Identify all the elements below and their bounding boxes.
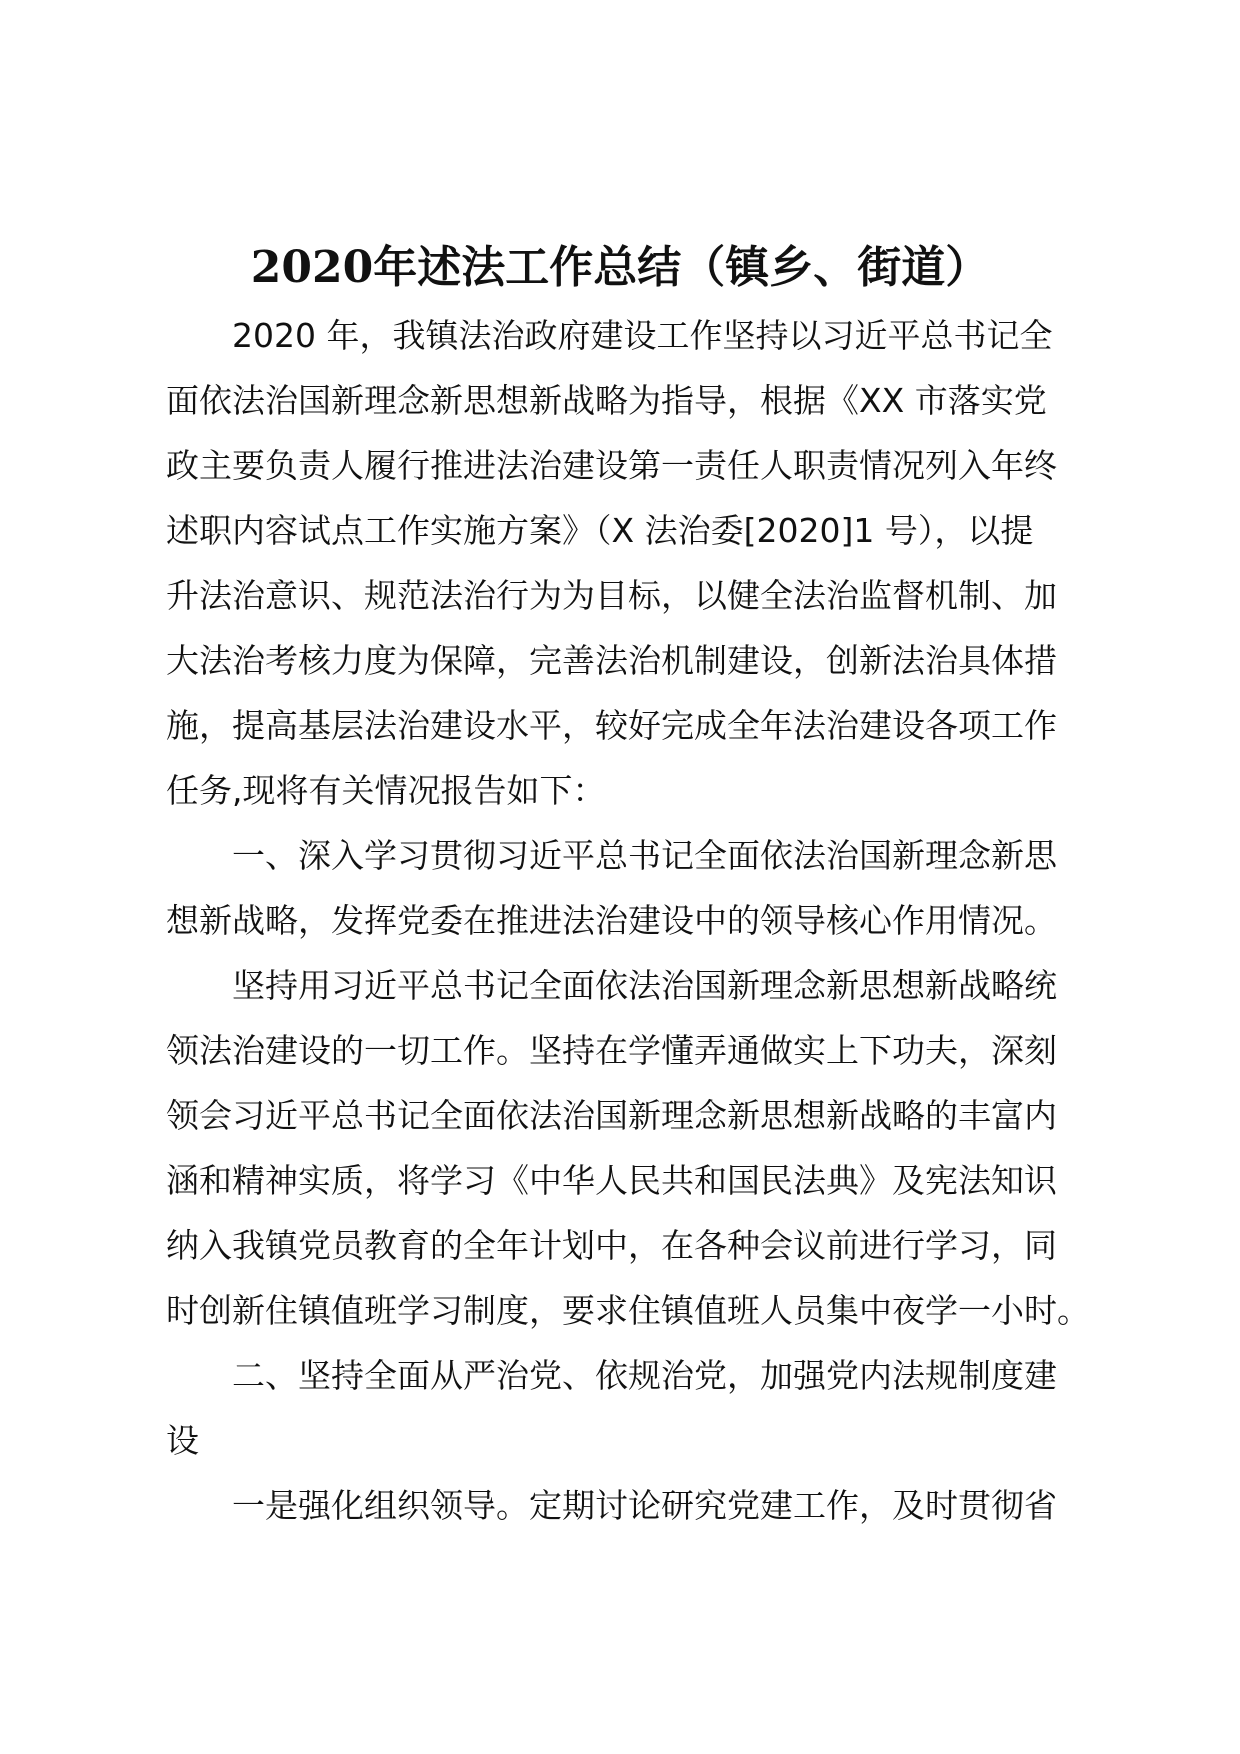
document-body bbox=[166, 303, 1090, 1538]
document-title: 2020年述法工作总结（镇乡、街道） bbox=[250, 242, 990, 293]
text-line: 纳入我镇党员教育的全年计划中，在各种会议前进行学习，同 bbox=[166, 1226, 1057, 1265]
text-line: 施，提高基层法治建设水平，较好完成全年法治建设各项工作 bbox=[166, 706, 1057, 745]
text-line: 面依法治国新理念新思想新战略为指导，根据《XX 市落实党 bbox=[166, 381, 1047, 420]
text-line: 一是强化组织领导。定期讨论研究党建工作，及时贯彻省 bbox=[232, 1486, 1057, 1525]
text-line: 时创新住镇值班学习制度，要求住镇值班人员集中夜学一小时。 bbox=[166, 1291, 1090, 1330]
text-line: 政主要负责人履行推进法治建设第一责任人职责情况列入年终 bbox=[166, 446, 1057, 485]
paragraph-organization bbox=[166, 1473, 1080, 1538]
text-line: 涵和精神实质，将学习《中华人民共和国民法典》及宪法知识 bbox=[166, 1161, 1057, 1200]
heading-line: 一、深入学习贯彻习近平总书记全面依法治国新理念新思 bbox=[232, 836, 1057, 875]
paragraph-study bbox=[166, 953, 1090, 1343]
heading-line: 想新战略，发挥党委在推进法治建设中的领导核心作用情况。 bbox=[166, 901, 1057, 940]
text-line: 坚持用习近平总书记全面依法治国新理念新思想新战略统 bbox=[232, 966, 1057, 1005]
heading-line: 设 bbox=[166, 1421, 199, 1460]
text-line: 领会习近平总书记全面依法治国新理念新思想新战略的丰富内 bbox=[166, 1096, 1057, 1135]
heading-line: 二、坚持全面从严治党、依规治党，加强党内法规制度建 bbox=[232, 1356, 1057, 1395]
paragraph-intro bbox=[166, 303, 1080, 823]
section-heading-1 bbox=[166, 823, 1080, 953]
text-line: 升法治意识、规范法治行为为目标，以健全法治监督机制、加 bbox=[166, 576, 1057, 615]
section-heading-2 bbox=[166, 1343, 1080, 1473]
text-line: 大法治考核力度为保障，完善法治机制建设，创新法治具体措 bbox=[166, 641, 1057, 680]
text-line: 领法治建设的一切工作。坚持在学懂弄通做实上下功夫，深刻 bbox=[166, 1031, 1057, 1070]
text-line: 述职内容试点工作实施方案》（X 法治委[2020]1 号），以提 bbox=[166, 511, 1034, 550]
text-line: 2020 年，我镇法治政府建设工作坚持以习近平总书记全 bbox=[232, 316, 1053, 355]
text-line: 任务,现将有关情况报告如下： bbox=[166, 771, 606, 810]
